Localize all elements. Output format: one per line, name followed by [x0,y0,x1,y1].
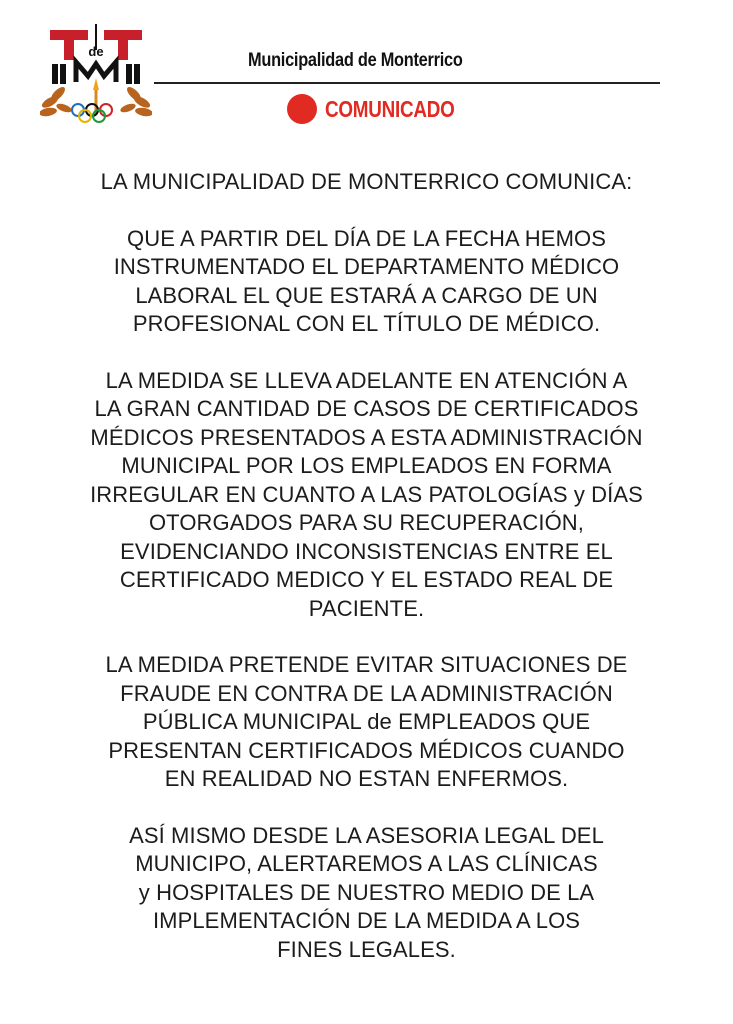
paragraph-3 [30,651,703,794]
paragraph-4 [30,822,703,965]
paragraph-1 [30,225,703,339]
municipality-logo [40,20,152,130]
text-line: CERTIFICADO MEDICO Y EL ESTADO REAL DE [119,567,614,592]
text-line: OTORGADOS PARA SU RECUPERACIÓN, [148,510,585,535]
badge-label: COMUNICADO [325,95,455,122]
text-line: MÉDICOS PRESENTADOS A ESTA ADMINISTRACIÓN [90,424,643,450]
record-dot-icon [287,94,317,124]
laurel-left-icon [40,85,73,118]
text-line: PÚBLICA MUNICIPAL de EMPLEADOS QUE [142,709,591,734]
text-line: FINES LEGALES. [277,936,456,962]
text-line: LA MEDIDA PRETENDE EVITAR SITUACIONES DE [105,652,628,677]
text-line: LABORAL EL QUE ESTARÁ A CARGO DE UN [135,282,598,308]
text-line: EVIDENCIANDO INCONSISTENCIAS ENTRE EL [120,538,613,564]
logo-text: de [88,44,104,59]
header-divider [154,82,660,84]
intro-line: LA MUNICIPALIDAD DE MONTERRICO COMUNICA: [100,169,633,194]
laurel-right-icon [119,85,152,118]
org-name: Municipalidad de Monterrico [248,50,463,71]
text-line: y HOSPITALES DE NUESTRO MEDIO DE LA [138,879,595,905]
text-line: PACIENTE. [308,595,425,621]
text-line: LA GRAN CANTIDAD DE CASOS DE CERTIFICADOS [94,396,639,421]
text-line: PRESENTAN CERTIFICADOS MÉDICOS CUANDO [108,737,625,763]
text-line: IMPLEMENTACIÓN DE LA MEDIDA A LOS [152,908,581,933]
intro-paragraph [30,168,703,197]
text-line: EN REALIDAD NO ESTAN ENFERMOS. [164,766,569,791]
text-line: LA MEDIDA SE LLEVA ADELANTE EN ATENCIÓN A [105,367,628,393]
text-line: ASÍ MISMO DESDE LA ASESORIA LEGAL DEL [129,822,604,848]
paragraph-2 [30,367,703,624]
text-line: MUNICIPO, ALERTAREMOS A LAS CLÍNICAS [135,851,598,876]
text-line: IRREGULAR EN CUANTO A LAS PATOLOGÍAS y DÍAS [90,481,643,507]
text-line: INSTRUMENTADO EL DEPARTAMENTO MÉDICO [113,254,620,279]
text-line: PROFESIONAL CON EL TÍTULO DE MÉDICO. [132,311,601,336]
text-line: MUNICIPAL POR LOS EMPLEADOS EN FORMA [121,453,612,478]
text-line: FRAUDE EN CONTRA DE LA ADMINISTRACIÓN [120,680,613,706]
letterhead [0,0,733,140]
comunicado-badge [287,95,483,123]
announcement-body [30,168,703,992]
text-line: QUE A PARTIR DEL DÍA DE LA FECHA HEMOS [127,225,606,251]
